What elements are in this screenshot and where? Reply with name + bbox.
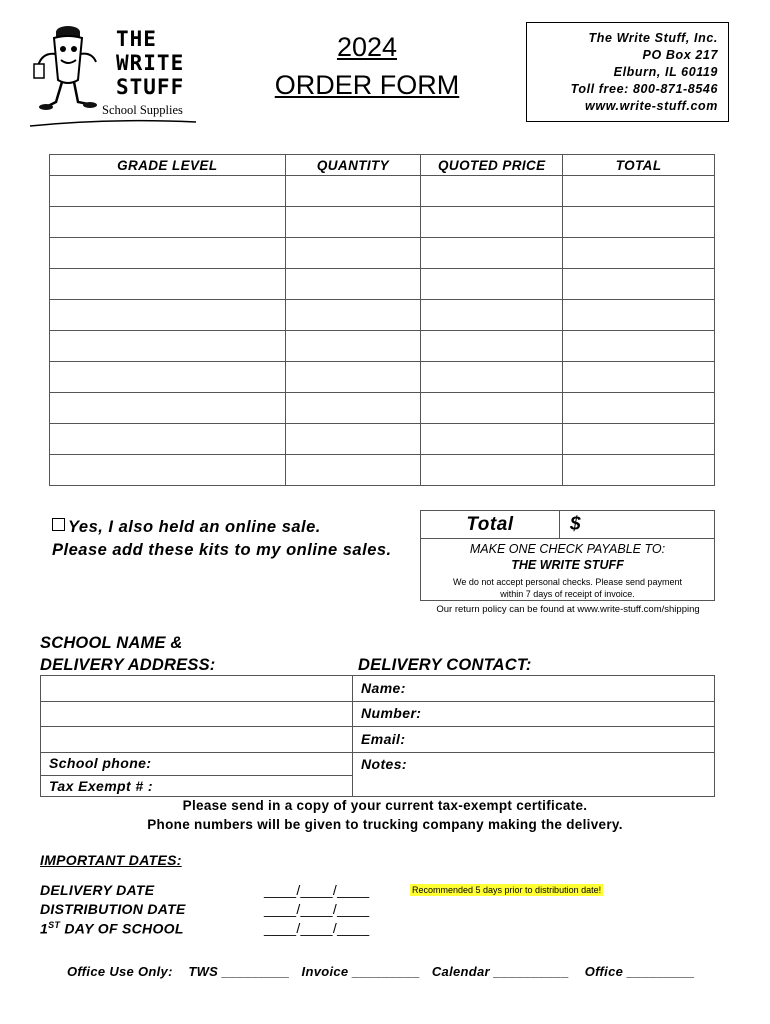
quoted-price-cell[interactable] <box>421 269 563 300</box>
grade-level-cell[interactable] <box>50 455 286 486</box>
quoted-price-cell[interactable] <box>421 207 563 238</box>
company-address-box <box>526 22 729 122</box>
logo-subtitle: School Supplies <box>102 103 183 117</box>
contact-number-field[interactable]: Number: <box>361 705 422 721</box>
quoted-price-cell[interactable] <box>421 300 563 331</box>
total-box <box>420 510 715 601</box>
grade-level-cell[interactable] <box>50 393 286 424</box>
order-table <box>49 154 715 486</box>
online-sale-note: Please add these kits to my online sales. <box>52 541 392 559</box>
logo-word-write: WRITE <box>116 51 185 75</box>
delivery-info-grid <box>40 675 715 797</box>
contact-notes-field[interactable]: Notes: <box>361 756 407 772</box>
grade-level-cell[interactable] <box>50 362 286 393</box>
company-city: Elburn, IL 60119 <box>613 65 718 79</box>
distribution-date-field[interactable]: ____/____/____ <box>264 901 370 917</box>
table-row <box>50 269 715 300</box>
grade-level-cell[interactable] <box>50 269 286 300</box>
logo-word-stuff: STUFF <box>116 75 185 99</box>
order-table-header <box>50 155 715 176</box>
header-total: TOTAL <box>563 155 715 176</box>
important-dates-heading: IMPORTANT DATES: <box>40 852 182 868</box>
quoted-price-cell[interactable] <box>421 424 563 455</box>
quoted-price-cell[interactable] <box>421 176 563 207</box>
quantity-cell[interactable] <box>285 331 421 362</box>
first-day-text: DAY OF SCHOOL <box>60 920 184 937</box>
quantity-cell[interactable] <box>285 424 421 455</box>
distribution-date-label: DISTRIBUTION DATE <box>40 901 186 917</box>
header-quoted-price: QUOTED PRICE <box>421 155 563 176</box>
table-row <box>50 331 715 362</box>
logo-word-the: THE <box>116 27 157 51</box>
table-row <box>50 238 715 269</box>
header-grade-level: GRADE LEVEL <box>50 155 286 176</box>
table-row <box>50 207 715 238</box>
quantity-cell[interactable] <box>285 393 421 424</box>
tax-exempt-field[interactable]: Tax Exempt # : <box>49 778 153 794</box>
check-payee: THE WRITE STUFF <box>511 558 624 572</box>
recommendation-note: Recommended 5 days prior to distribution date! <box>412 885 602 895</box>
total-cell[interactable] <box>563 362 715 393</box>
total-cell[interactable] <box>563 424 715 455</box>
first-day-label <box>40 920 184 937</box>
total-cell[interactable] <box>563 455 715 486</box>
quoted-price-cell[interactable] <box>421 455 563 486</box>
delivery-contact-heading: DELIVERY CONTACT: <box>358 656 532 674</box>
quoted-price-cell[interactable] <box>421 362 563 393</box>
total-cell[interactable] <box>563 269 715 300</box>
company-po-box: PO Box 217 <box>642 48 718 62</box>
office-use-line: Office Use Only: TWS _________ Invoice _________ Calendar __________ Office _________ <box>67 964 695 979</box>
online-sale-checkbox[interactable] <box>52 518 65 531</box>
tax-exempt-note: Please send in a copy of your current tax-exempt certificate. <box>182 798 588 813</box>
grade-level-cell[interactable] <box>50 176 286 207</box>
form-title: ORDER FORM <box>274 70 460 100</box>
phone-note: Phone numbers will be given to trucking company making the delivery. <box>147 817 623 832</box>
school-phone-field[interactable]: School phone: <box>49 755 152 771</box>
first-day-field[interactable]: ____/____/____ <box>264 920 370 936</box>
total-label: Total <box>421 511 560 538</box>
table-row <box>50 424 715 455</box>
company-logo <box>28 22 200 130</box>
header-quantity: QUANTITY <box>285 155 421 176</box>
grade-level-cell[interactable] <box>50 331 286 362</box>
delivery-date-field[interactable]: ____/____/____ <box>264 882 370 898</box>
school-name-heading: SCHOOL NAME & <box>40 634 183 652</box>
grade-level-cell[interactable] <box>50 238 286 269</box>
online-sale-label: Yes, I also held an online sale. <box>68 518 321 536</box>
quoted-price-cell[interactable] <box>421 238 563 269</box>
form-year: 2024 <box>336 32 398 62</box>
check-payable-label: MAKE ONE CHECK PAYABLE TO: <box>469 542 666 556</box>
table-row <box>50 455 715 486</box>
quantity-cell[interactable] <box>285 207 421 238</box>
first-day-number: 1 <box>40 920 49 937</box>
grade-level-cell[interactable] <box>50 207 286 238</box>
company-name: The Write Stuff, Inc. <box>588 31 718 45</box>
contact-name-field[interactable]: Name: <box>361 680 406 696</box>
company-website: www.write-stuff.com <box>585 99 718 113</box>
total-cell[interactable] <box>563 393 715 424</box>
total-cell[interactable] <box>563 176 715 207</box>
table-row <box>50 176 715 207</box>
quoted-price-cell[interactable] <box>421 331 563 362</box>
return-policy: Our return policy can be found at www.write-stuff.com/shipping <box>436 604 700 615</box>
quantity-cell[interactable] <box>285 238 421 269</box>
delivery-date-label: DELIVERY DATE <box>40 882 155 898</box>
quantity-cell[interactable] <box>285 300 421 331</box>
online-sale-option[interactable] <box>52 516 392 562</box>
school-name-field[interactable] <box>42 677 351 700</box>
table-row <box>50 393 715 424</box>
quantity-cell[interactable] <box>285 362 421 393</box>
company-phone: Toll free: 800-871-8546 <box>570 82 718 96</box>
total-cell[interactable] <box>563 207 715 238</box>
quantity-cell[interactable] <box>285 269 421 300</box>
total-cell[interactable] <box>563 331 715 362</box>
table-row <box>50 362 715 393</box>
quantity-cell[interactable] <box>285 455 421 486</box>
payment-policy: We do not accept personal checks. Please send payment within 7 days of receipt of invoice. <box>453 577 682 599</box>
quoted-price-cell[interactable] <box>421 393 563 424</box>
total-cell[interactable] <box>563 238 715 269</box>
contact-email-field[interactable]: Email: <box>361 731 406 747</box>
table-row <box>50 300 715 331</box>
delivery-address-heading: DELIVERY ADDRESS: <box>40 656 216 674</box>
quantity-cell[interactable] <box>285 176 421 207</box>
grade-level-cell[interactable] <box>50 300 286 331</box>
total-amount-field[interactable]: $ <box>570 514 581 535</box>
grade-level-cell[interactable] <box>50 424 286 455</box>
address-line-1-field[interactable] <box>42 702 351 725</box>
address-line-2-field[interactable] <box>42 727 351 751</box>
first-day-superscript: ST <box>48 920 61 930</box>
total-cell[interactable] <box>563 300 715 331</box>
